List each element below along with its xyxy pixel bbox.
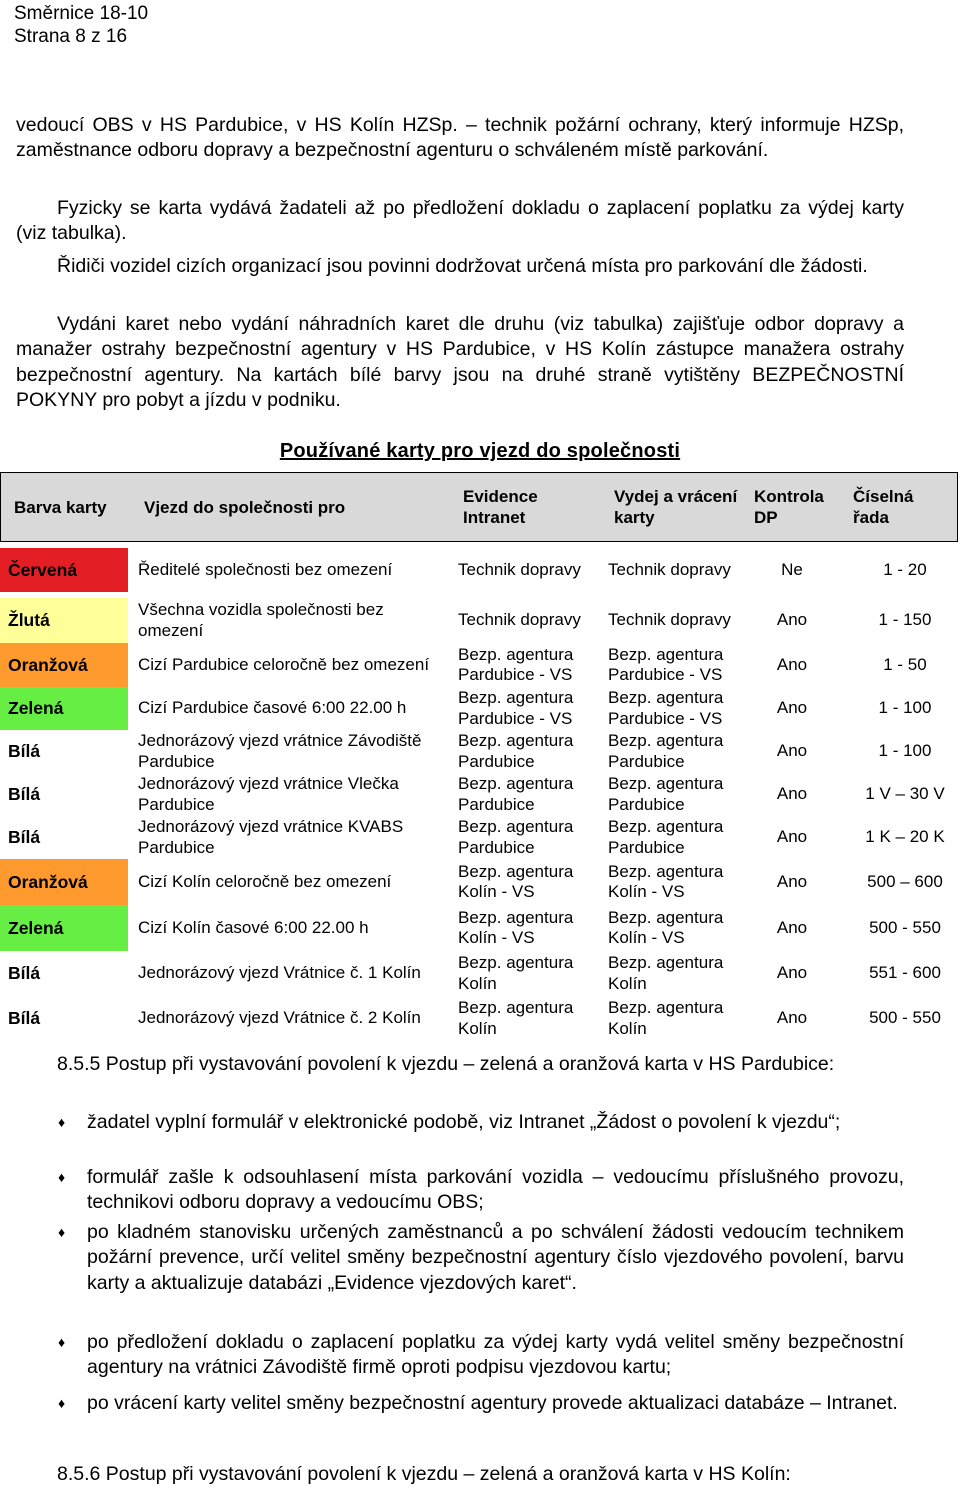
cell-entry: Jednorázový vjezd Vrátnice č. 1 Kolín [138, 963, 421, 983]
header-range: Číselná řada [853, 487, 914, 527]
cell-control: Ano [776, 784, 808, 804]
cell-issue: Bezp. agentura Kolín [608, 953, 724, 993]
paragraph-4: Vydáni karet nebo vydání náhradních karet dle druhu (viz tabulka) zajišťuje odbor dopravy a manažer ostrahy bezpečnostní agentury v HS Pardubice, v HS Kolín zástupce manažera ostrahy bezpečnostní agentury. Na kartách bílé barvy jsou na druhé straně vytištěny BEZPEČNOSTNÍ POKYNY pro pobyt a jízdu v podniku. [16, 313, 904, 411]
cell-color: Žlutá [0, 598, 128, 643]
header-control: Kontrola DP [754, 487, 824, 527]
header-color: Barva karty [14, 497, 107, 517]
table-row [0, 730, 960, 773]
cell-range: 1 - 100 [878, 698, 932, 718]
section-855-number: 8.5.5 [57, 1053, 101, 1075]
cell-entry: Jednorázový vjezd Vrátnice č. 2 Kolín [138, 1008, 421, 1028]
cell-issue: Bezp. agentura Pardubice - VS [608, 688, 724, 728]
section-856-heading [57, 1462, 917, 1487]
cell-issue: Technik dopravy [608, 559, 731, 579]
table-row [0, 687, 960, 730]
paragraph-3: Řidiči vozidel cizích organizací jsou povinni dodržovat určená místa pro parkování dle žádosti. [57, 255, 868, 277]
cell-issue: Bezp. agentura Pardubice [608, 774, 724, 814]
cell-evidence: Bezp. agentura Pardubice - VS [458, 644, 574, 684]
cell-range: 500 - 550 [869, 917, 941, 937]
paragraph-1: vedoucí OBS v HS Pardubice, v HS Kolín HZSp. – technik požární ochrany, který informuje HZSp, zaměstnance odboru dopravy a bezpečnostní agenturu o schváleném místě parkování. [16, 114, 904, 162]
cell-color: Bílá [0, 730, 128, 773]
cell-control: Ano [776, 827, 808, 847]
table-row [0, 996, 960, 1041]
cell-entry: Cizí Pardubice celoročně bez omezení [138, 654, 430, 674]
cell-evidence: Bezp. agentura Pardubice [458, 817, 574, 857]
bullet-text: po kladném stanovisku určených zaměstnanců a po schválení žádosti vedoucím technikem požární prevence, určí velitel směny bezpečnostní agentury číslo vjezdového povolení, barvu karty a aktualizuje databázi „Evidence vjezdových karet“. [87, 1221, 904, 1294]
cell-entry: Jednorázový vjezd vrátnice KVABS Pardubice [138, 817, 404, 857]
header-evidence: Evidence Intranet [463, 487, 538, 527]
cell-control: Ano [776, 698, 808, 718]
cell-color: Zelená [0, 905, 128, 951]
section-855-title: Postup při vystavování povolení k vjezdu – zelená a oranžová karta v HS Pardubice: [105, 1053, 835, 1075]
header-issue: Vydej a vrácení karty [614, 487, 738, 527]
table-title: Používané karty pro vjezd do společnosti [279, 440, 681, 462]
cell-evidence: Bezp. agentura Kolín [458, 998, 574, 1038]
cell-issue: Technik dopravy [608, 610, 731, 630]
cell-range: 1 K – 20 K [865, 827, 945, 847]
cell-color: Bílá [0, 996, 128, 1041]
cell-entry: Všechna vozidla společnosti bez omezení [138, 600, 384, 640]
cell-range: 500 - 550 [869, 1008, 941, 1028]
cell-range: 1 - 50 [883, 654, 927, 674]
cell-range: 500 – 600 [867, 871, 943, 891]
cell-evidence: Bezp. agentura Kolín - VS [458, 907, 574, 947]
section-856-number: 8.5.6 [57, 1463, 101, 1485]
table-row [0, 598, 960, 643]
cell-issue: Bezp. agentura Pardubice [608, 817, 724, 857]
cell-issue: Bezp. agentura Kolín - VS [608, 861, 724, 901]
bullet-text: po vrácení karty velitel směny bezpečnostní agentury provede aktualizaci databáze – Intranet. [87, 1392, 898, 1414]
table-row [0, 905, 960, 951]
table-row [0, 859, 960, 905]
cell-evidence: Bezp. agentura Kolín - VS [458, 861, 574, 901]
cell-color: Bílá [0, 951, 128, 996]
cell-issue: Bezp. agentura Kolín [608, 998, 724, 1038]
cell-control: Ano [776, 917, 808, 937]
table-row [0, 816, 960, 859]
bullet-icon: ♦ [58, 1169, 66, 1185]
cell-color: Červená [0, 548, 128, 592]
section-855-heading [16, 1052, 904, 1077]
cell-control: Ano [776, 963, 808, 983]
cell-entry: Jednorázový vjezd vrátnice Vlečka Pardubice [138, 774, 399, 814]
table-row [0, 548, 960, 592]
page-number: Strana 8 z 16 [14, 26, 128, 47]
cell-evidence: Bezp. agentura Pardubice [458, 731, 574, 771]
cell-color: Bílá [0, 816, 128, 859]
bullet-icon: ♦ [58, 1334, 66, 1350]
cell-evidence: Bezp. agentura Pardubice [458, 774, 574, 814]
cell-control: Ano [776, 741, 808, 761]
cell-color: Bílá [0, 773, 128, 816]
bullet-icon: ♦ [58, 1114, 66, 1130]
bullet-text: žadatel vyplní formulář v elektronické podobě, viz Intranet „Žádost o povolení k vjezdu“; [87, 1111, 841, 1133]
cell-entry: Cizí Kolín celoročně bez omezení [138, 871, 392, 891]
bullet-text: formulář zašle k odsouhlasení místa parkování vozidla – vedoucímu příslušného provozu, technikovi odboru dopravy a vedoucímu OBS; [87, 1166, 904, 1214]
document-id: Směrnice 18-10 [14, 3, 149, 24]
cell-control: Ano [776, 654, 808, 674]
cell-evidence: Technik dopravy [458, 559, 581, 579]
cell-control: Ne [781, 559, 803, 579]
cell-issue: Bezp. agentura Pardubice - VS [608, 644, 724, 684]
cell-control: Ano [776, 871, 808, 891]
cell-issue: Bezp. agentura Kolín - VS [608, 907, 724, 947]
table-header [0, 472, 958, 542]
cell-control: Ano [776, 610, 808, 630]
cell-color: Oranžová [0, 643, 128, 687]
cell-range: 1 V – 30 V [865, 784, 945, 804]
cell-entry: Cizí Kolín časové 6:00 22.00 h [138, 917, 369, 937]
bullet-text: po předložení dokladu o zaplacení poplatku za výdej karty vydá velitel směny bezpečnostní agentury na vrátnici Závodiště firmě oproti podpisu vjezdovou kartu; [87, 1331, 904, 1379]
cell-color: Zelená [0, 687, 128, 730]
table-row [0, 951, 960, 996]
cell-entry: Jednorázový vjezd vrátnice Závodiště Pardubice [138, 731, 422, 771]
paragraph-2: Fyzicky se karta vydává žadateli až po předložení dokladu o zaplacení poplatku za výdej karty (viz tabulka). [16, 197, 904, 245]
table-row [0, 643, 960, 687]
cell-range: 1 - 150 [878, 610, 932, 630]
cell-entry: Ředitelé společnosti bez omezení [138, 559, 393, 579]
section-856-title: Postup při vystavování povolení k vjezdu – zelená a oranžová karta v HS Kolín: [105, 1463, 791, 1485]
header-entry: Vjezd do společnosti pro [144, 497, 346, 517]
cell-evidence: Bezp. agentura Pardubice - VS [458, 688, 574, 728]
cell-entry: Cizí Pardubice časové 6:00 22.00 h [138, 698, 407, 718]
cell-range: 551 - 600 [869, 963, 941, 983]
cell-color: Oranžová [0, 859, 128, 905]
cell-issue: Bezp. agentura Pardubice [608, 731, 724, 771]
bullet-icon: ♦ [58, 1224, 66, 1240]
cell-range: 1 - 20 [883, 559, 927, 579]
document-header [14, 2, 148, 48]
cell-evidence: Technik dopravy [458, 610, 581, 630]
cell-range: 1 - 100 [878, 741, 932, 761]
bullet-icon: ♦ [58, 1395, 66, 1411]
cell-evidence: Bezp. agentura Kolín [458, 953, 574, 993]
table-row [0, 773, 960, 816]
cell-control: Ano [776, 1008, 808, 1028]
